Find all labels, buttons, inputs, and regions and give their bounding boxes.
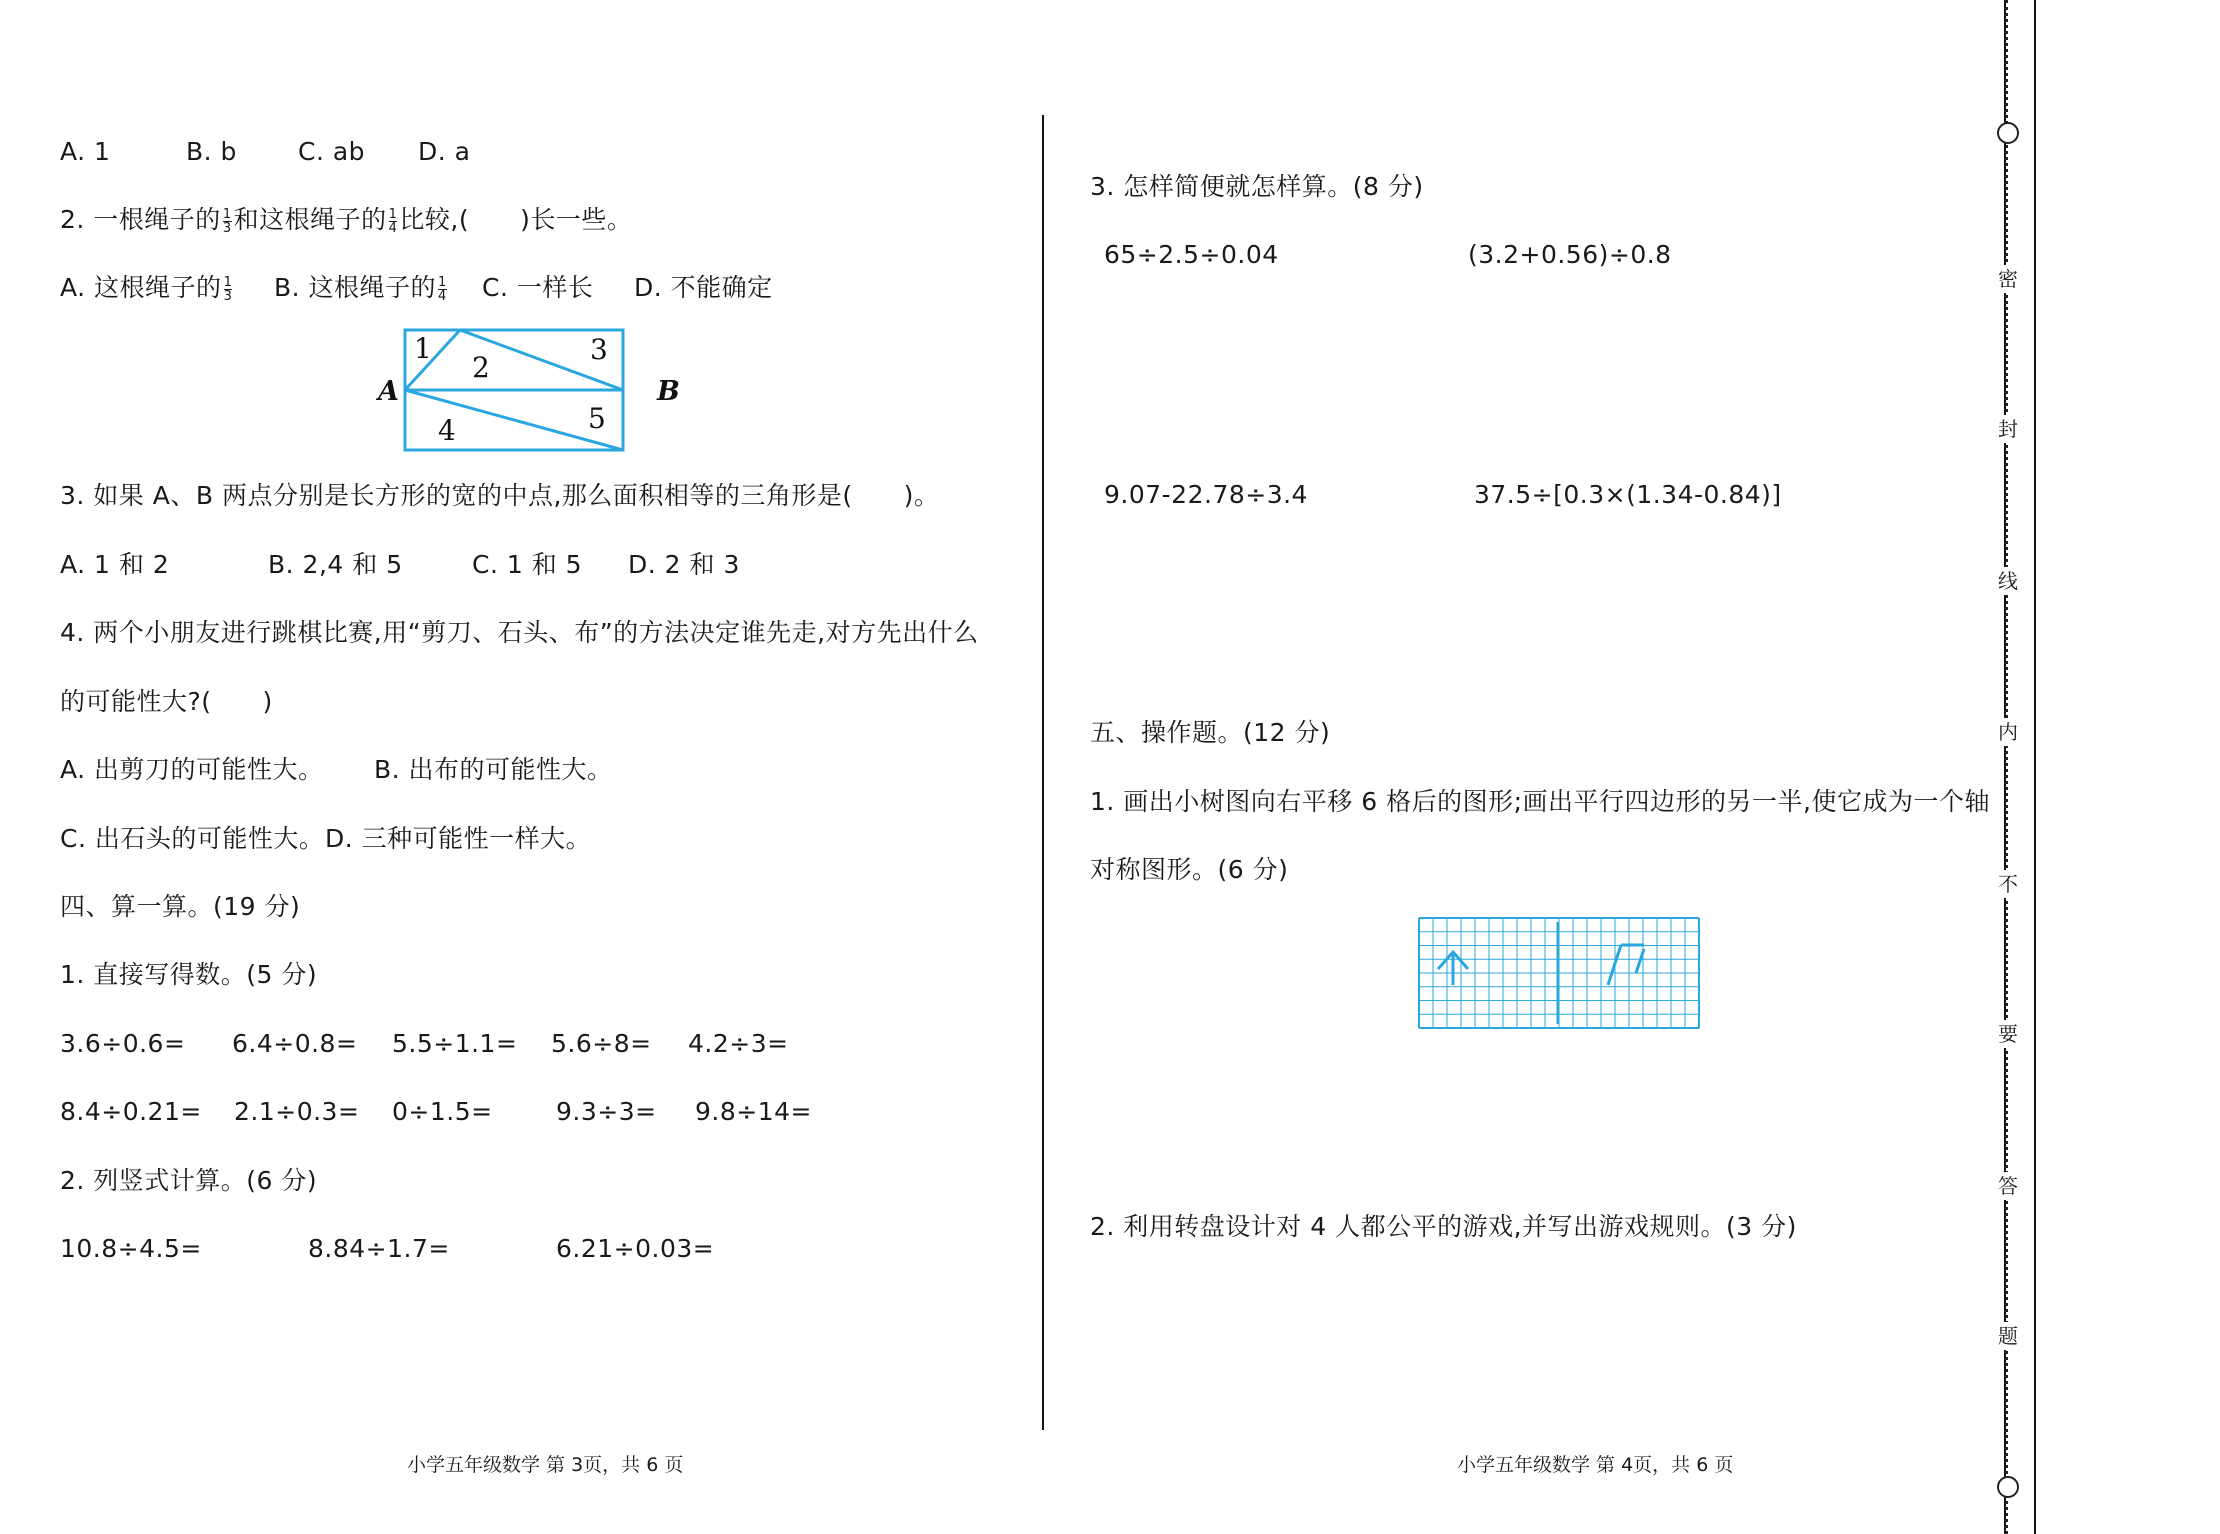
question-4-line-1: 4. 两个小朋友进行跳棋比赛,用“剪刀、石头、布”的方法决定谁先走,对方先出什么: [60, 618, 979, 647]
s4-q3-title: 3. 怎样简便就怎样算。(8 分): [1090, 172, 1424, 201]
frac-den: 3: [222, 220, 232, 236]
oral-calc-1: 3.6÷0.6=: [60, 1029, 186, 1058]
section-4-title: 四、算一算。(19 分): [60, 892, 301, 921]
rectangle-triangle-figure: [372, 322, 682, 458]
binding-dotted-line: [2005, 0, 2014, 1534]
oral-calc-6: 8.4÷0.21=: [60, 1097, 202, 1126]
frac-den: 4: [388, 220, 398, 236]
page-divider: [1042, 115, 1044, 1430]
fraction-one-third: [224, 276, 233, 303]
q4-option-b: B. 出布的可能性大。: [374, 755, 613, 784]
binding-char: 题: [1994, 1322, 2022, 1350]
oral-calc-5: 4.2÷3=: [688, 1029, 789, 1058]
oral-calc-4: 5.6÷8=: [551, 1029, 652, 1058]
q3-option-b: B. 2,4 和 5: [268, 550, 403, 579]
oral-calc-8: 0÷1.5=: [392, 1097, 493, 1126]
q1-option-c: C. ab: [298, 137, 366, 166]
simplify-calc-4: 37.5÷[0.3×(1.34-0.84)]: [1474, 480, 1782, 509]
vertical-calc-2: 8.84÷1.7=: [308, 1234, 450, 1263]
binding-char: 不: [1994, 870, 2022, 898]
frac-num: 1: [388, 206, 398, 222]
frac-num: 1: [223, 274, 233, 290]
q3-option-c: C. 1 和 5: [472, 550, 583, 579]
q2-option-b-text: B. 这根绳子的: [274, 273, 437, 302]
vertical-calc-3: 6.21÷0.03=: [556, 1234, 715, 1263]
oral-calc-10: 9.8÷14=: [695, 1097, 812, 1126]
region-5-label: 5: [588, 402, 606, 435]
fraction-one-third: [223, 208, 232, 235]
binding-char: 答: [1994, 1172, 2022, 1200]
binding-circle-top: [1997, 122, 2019, 144]
q2-option-b: [274, 271, 449, 305]
oral-calc-3: 5.5÷1.1=: [392, 1029, 518, 1058]
binding-char: 线: [1994, 567, 2022, 595]
frac-num: 1: [222, 206, 232, 222]
vertical-calc-1: 10.8÷4.5=: [60, 1234, 202, 1263]
oral-calc-2: 6.4÷0.8=: [232, 1029, 358, 1058]
q1-option-b: B. b: [186, 137, 237, 166]
binding-char: 要: [1994, 1020, 2022, 1048]
q3-option-a: A. 1 和 2: [60, 550, 170, 579]
q2-option-d: D. 不能确定: [634, 273, 773, 302]
q4-option-d: D. 三种可能性一样大。: [325, 824, 592, 853]
q1-option-a: A. 1: [60, 137, 111, 166]
simplify-calc-2: (3.2+0.56)÷0.8: [1468, 240, 1672, 269]
region-1-label: 1: [414, 332, 432, 365]
region-2-label: 2: [472, 351, 490, 384]
fraction-one-quarter: [389, 208, 398, 235]
simplify-calc-3: 9.07-22.78÷3.4: [1104, 480, 1308, 509]
q4-option-a: A. 出剪刀的可能性大。: [60, 755, 324, 784]
simplify-calc-1: 65÷2.5÷0.04: [1104, 240, 1279, 269]
translation-grid-figure: [1418, 917, 1700, 1029]
s4-q2-title: 2. 列竖式计算。(6 分): [60, 1166, 318, 1195]
binding-margin: [1988, 0, 2028, 1534]
oral-calc-7: 2.1÷0.3=: [234, 1097, 360, 1126]
q3-option-d: D. 2 和 3: [628, 550, 740, 579]
s5-q1-line-2: 对称图形。(6 分): [1090, 855, 1289, 884]
q2-prefix: 2. 一根绳子的: [60, 205, 221, 234]
q4-option-c: C. 出石头的可能性大。: [60, 824, 325, 853]
frac-den: 4: [438, 288, 447, 304]
point-b-label: B: [657, 376, 680, 407]
q2-middle: 和这根绳子的: [233, 205, 387, 234]
section-5-title: 五、操作题。(12 分): [1090, 718, 1331, 747]
binding-line-right: [2034, 0, 2036, 1534]
left-page-footer: 小学五年级数学 第 3页，共 6 页: [407, 1454, 684, 1476]
s4-q1-title: 1. 直接写得数。(5 分): [60, 960, 318, 989]
frac-den: 3: [223, 288, 233, 304]
s5-q1-line-1: 1. 画出小树图向右平移 6 格后的图形;画出平行四边形的另一半,使它成为一个轴: [1090, 787, 1990, 816]
frac-num: 1: [438, 274, 447, 290]
binding-char: 封: [1994, 415, 2022, 443]
question-4-line-2: 的可能性大?( ): [60, 687, 273, 716]
s5-q2: 2. 利用转盘设计对 4 人都公平的游戏,并写出游戏规则。(3 分): [1090, 1212, 1797, 1241]
region-3-label: 3: [590, 333, 608, 366]
binding-char: 密: [1994, 265, 2022, 293]
question-2: [60, 203, 632, 237]
q2-option-a-text: A. 这根绳子的: [60, 273, 222, 302]
binding-char: 内: [1994, 718, 2022, 746]
q2-suffix: 比较,( )长一些。: [399, 205, 633, 234]
oral-calc-9: 9.3÷3=: [556, 1097, 657, 1126]
right-page-footer: 小学五年级数学 第 4页，共 6 页: [1457, 1454, 1734, 1476]
q2-option-c: C. 一样长: [482, 273, 594, 302]
q2-option-a: [60, 271, 234, 305]
region-4-label: 4: [438, 414, 456, 447]
q1-option-d: D. a: [418, 137, 471, 166]
question-3: 3. 如果 A、B 两点分别是长方形的宽的中点,那么面积相等的三角形是( )。: [60, 481, 940, 510]
fraction-one-quarter: [438, 276, 447, 303]
binding-circle-bottom: [1997, 1476, 2019, 1498]
point-a-label: A: [378, 376, 399, 407]
